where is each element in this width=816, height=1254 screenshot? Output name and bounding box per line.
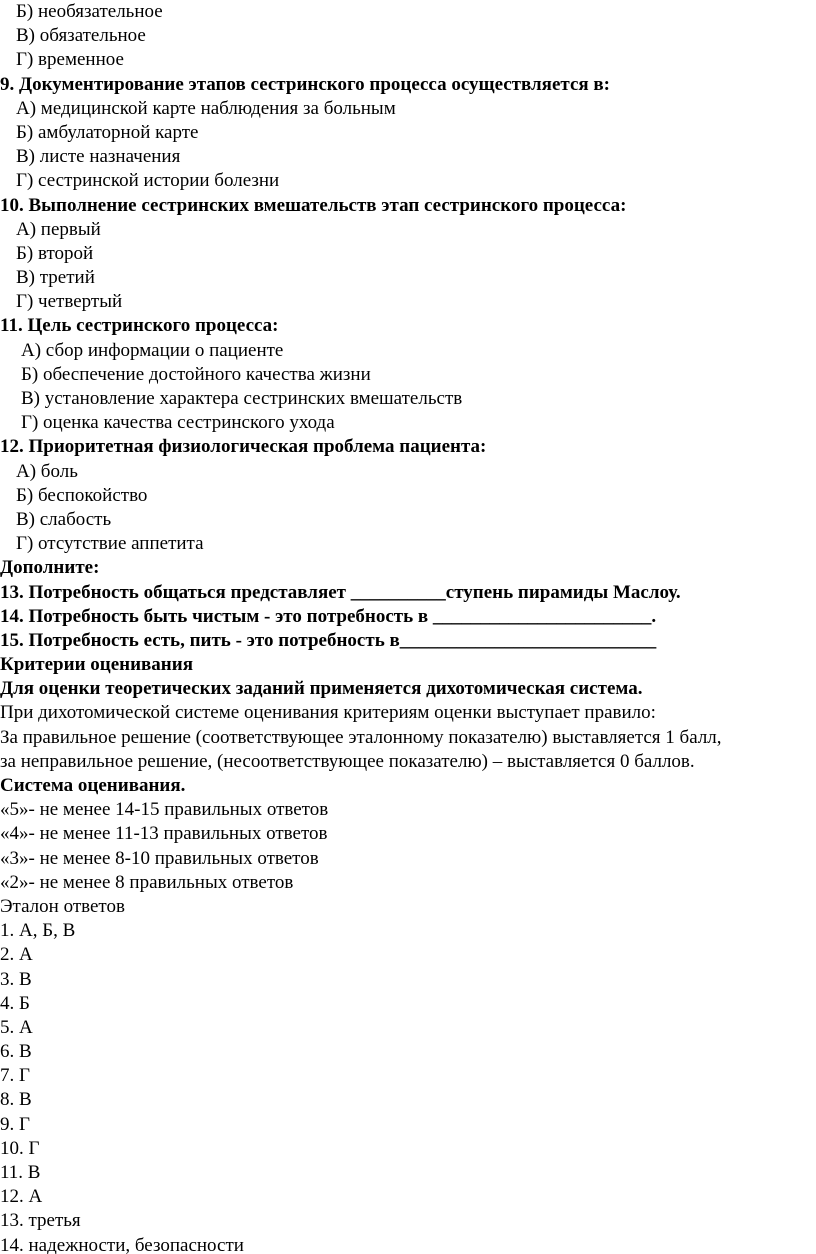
complete-heading: Дополните: [0, 557, 100, 579]
question-9-title: 9. Документирование этапов сестринского процесса осуществляется в: [0, 73, 610, 95]
question-13: 13. Потребность общаться представляет __________ступень пирамиды Маслоу. [0, 581, 681, 603]
question-15: 15. Потребность есть, пить - это потребность в___________________________ [0, 629, 657, 651]
q10-option-a: А) первый [16, 218, 101, 240]
q9-option-a: А) медицинской карте наблюдения за больным [16, 97, 396, 119]
answer-item: 2. А [0, 944, 33, 966]
answer-item: 5. А [0, 1016, 33, 1038]
criteria-line: При дихотомической системе оценивания критериям оценки выступает правило: [0, 702, 656, 724]
question-12-title: 12. Приоритетная физиологическая проблема пациента: [0, 436, 487, 458]
criteria-heading: Критерии оценивания [0, 654, 193, 676]
q11-option-b: Б) обеспечение достойного качества жизни [21, 363, 371, 385]
q10-option-v: В) третий [16, 267, 95, 289]
grading-line: «2»- не менее 8 правильных ответов [0, 871, 294, 893]
grading-line: «3»- не менее 8-10 правильных ответов [0, 847, 319, 869]
answer-item: 14. надежности, безопасности [0, 1234, 244, 1254]
answer-item: 4. Б [0, 992, 30, 1014]
answer-item: 10. Г [0, 1137, 40, 1159]
q11-option-v: В) установление характера сестринских вмешательств [21, 388, 463, 409]
answer-item: 1. А, Б, В [0, 920, 76, 942]
answer-item: 11. В [0, 1162, 41, 1183]
grading-heading: Система оценивания. [0, 775, 186, 796]
criteria-line: за неправильное решение, (несоответствующее показателю) – выставляется 0 баллов. [0, 750, 695, 772]
q12-option-a: А) боль [16, 460, 78, 482]
criteria-bold-statement: Для оценки теоретических заданий применяется дихотомическая система. [0, 678, 643, 700]
q9-option-v: В) листе назначения [16, 146, 181, 168]
answer-item: 13. третья [0, 1210, 81, 1232]
q11-option-a: А) сбор информации о пациенте [21, 339, 284, 361]
q10-option-g: Г) четвертый [16, 291, 123, 313]
q8-option-g: Г) временное [16, 49, 124, 71]
answer-item: 6. В [0, 1041, 32, 1063]
question-10-title: 10. Выполнение сестринских вмешательств этап сестринского процесса: [0, 194, 627, 216]
answer-item: 3. В [0, 968, 32, 990]
answer-item: 7. Г [0, 1065, 30, 1087]
q9-option-g: Г) сестринской истории болезни [16, 170, 280, 192]
q10-option-b: Б) второй [16, 242, 94, 264]
answer-item: 8. В [0, 1089, 32, 1111]
q12-option-g: Г) отсутствие аппетита [16, 533, 204, 555]
answer-item: 9. Г [0, 1113, 30, 1135]
question-11-title: 11. Цель сестринского процесса: [0, 315, 279, 337]
criteria-line: За правильное решение (соответствующее эталонному показателю) выставляется 1 балл, [0, 726, 722, 748]
grading-line: «4»- не менее 11-13 правильных ответов [0, 823, 328, 845]
question-14: 14. Потребность быть чистым - это потребность в _______________________. [0, 605, 657, 627]
q8-option-v: В) обязательное [16, 25, 146, 47]
q11-option-g: Г) оценка качества сестринского ухода [21, 412, 335, 434]
q8-option-b: Б) необязательное [16, 1, 163, 22]
q12-option-v: В) слабость [16, 508, 112, 530]
grading-line: «5»- не менее 14-15 правильных ответов [0, 799, 329, 821]
q12-option-b: Б) беспокойство [16, 484, 148, 506]
q9-option-b: Б) амбулаторной карте [16, 121, 199, 143]
answers-heading: Эталон ответов [0, 895, 125, 917]
answer-item: 12. А [0, 1186, 43, 1208]
